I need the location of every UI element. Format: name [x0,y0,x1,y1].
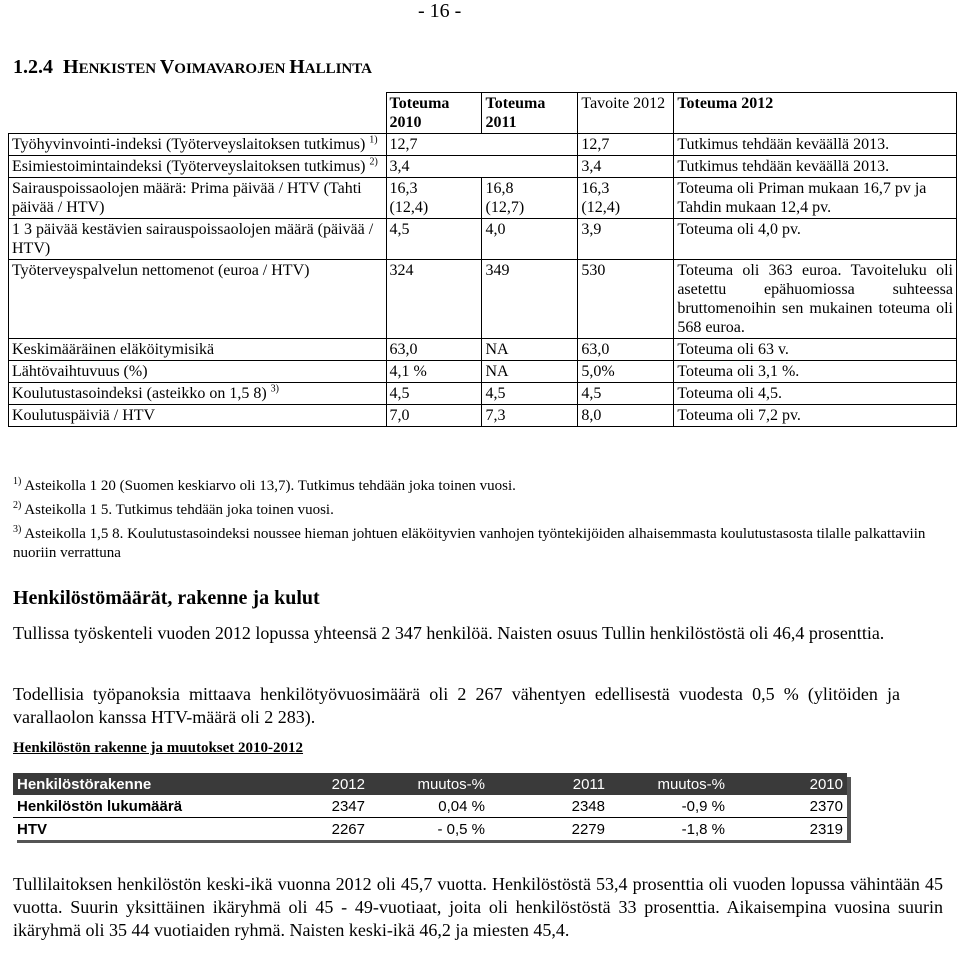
cell: -0,9 % [609,795,729,818]
row-label: Työhyvinvointi-indeksi (Työterveyslaitoksen tutkimus) $^{1)}$ [9,134,387,156]
personnel-paragraph-1: Tullissa työskenteli vuoden 2012 lopussa yhteensä 2 347 henkilöä. Naisten osuus Tullin henkilöstöstä oli 46,4 prosenttia. [13,623,885,643]
col-header: muutos-% [369,773,489,795]
cell: 2279 [571,820,605,838]
staff-table-wrap [13,773,847,840]
row-label: HTV [17,820,47,838]
cell-toteuma-2012: Tutkimus tehdään keväällä 2013. [674,156,957,178]
table-row [9,178,957,219]
table-row [9,339,957,361]
header-toteuma-2011: Toteuma 2011 [482,93,578,134]
cell-toteuma-2012: Toteuma oli 4,5. [674,383,957,405]
cell-2011: 4,0 [482,219,578,260]
cell-toteuma-2012: Toteuma oli 4,0 pv. [674,219,957,260]
col-header: 2010 [729,773,847,795]
table-header-row [9,93,957,134]
col-header: 2011 [489,773,609,795]
staff-table [13,773,847,840]
row-label: Työterveyspalvelun nettomenot (euroa / HTV) [9,260,387,339]
cell-2010: 324 [386,260,482,339]
cell-toteuma-2012: Tutkimus tehdään keväällä 2013. [674,134,957,156]
cell: 2319 [809,820,843,838]
table-row [13,795,847,818]
cell: -1,8 % [681,820,725,838]
personnel-paragraph-2: Todellisia työpanoksia mittaava henkilötyövuosimäärä oli 2 267 vähentyen edellisestä vuodesta 0,5 % (ylitöiden ja varallaolon kanssa HTV-määrä oli 2 283). [13,684,900,727]
cell-merged: 3,4 [386,156,578,178]
page-number: - 16 - [418,0,462,22]
col-header: muutos-% [609,773,729,795]
row-label: Koulutuspäiviä / HTV [9,405,387,427]
footnote-ref: 3) [270,383,279,395]
section-heading [13,56,372,79]
cell-2010: 4,1 % [386,361,482,383]
row-label: 1 3 päivää kestävien sairauspoissaolojen määrä (päivää / HTV) [9,219,387,260]
cell-tavoite: 3,4 [578,156,674,178]
personnel-heading: Henkilöstömäärät, rakenne ja kulut [13,587,320,609]
cell-tavoite: 5,0% [578,361,674,383]
table-row [9,361,957,383]
cell-2010: 16,3 (12,4) [386,178,482,219]
cell-2010: 63,0 [386,339,482,361]
heading-part: H [289,56,305,78]
header-toteuma-2012: Toteuma 2012 [674,93,957,134]
heading-part: OIMAVAROJEN [174,61,290,77]
table-caption: Henkilöstön rakenne ja muutokset 2010-2012 [13,740,304,756]
cell-tavoite: 4,5 [578,383,674,405]
cell-tavoite: 63,0 [578,339,674,361]
cell: 2347 [243,795,369,818]
cell-2010: 4,5 [386,219,482,260]
cell-toteuma-2012: Toteuma oli 363 euroa. Tavoiteluku oli asetettu epähuomiossa suhteessa bruttomenoihin sen mukainen toteuma oli 568 euroa. [674,260,957,339]
table-row [9,219,957,260]
cell-tavoite: 8,0 [578,405,674,427]
staff-table-header [13,773,847,795]
cell-merged: 12,7 [386,134,578,156]
footnote-3: $^{3)}$ Asteikolla 1,5 8. Koulutustasoindeksi noussee hieman johtuen eläköityvien vanhojen työntekijöiden alhaisemmasta koulutustasosta tilalle palkattaviin nuoriin verrattuna [13,524,926,561]
cell-2011: 4,5 [482,383,578,405]
section-number: 1.2.4 [13,56,53,78]
cell-tavoite: 16,3 (12,4) [578,178,674,219]
heading-part: H [63,56,79,78]
cell-2011: 16,8 (12,7) [482,178,578,219]
row-label: Lähtövaihtuvuus (%) [9,361,387,383]
cell-toteuma-2012: Toteuma oli Priman mukaan 16,7 pv ja Tahdin mukaan 12,4 pv. [674,178,957,219]
footnote-2: $^{2)}$ Asteikolla 1 5. Tutkimus tehdään joka toinen vuosi. [13,500,334,518]
heading-part: ENKISTEN [78,61,160,77]
cell-tavoite: 3,9 [578,219,674,260]
cell-toteuma-2012: Toteuma oli 63 v. [674,339,957,361]
row-label: Sairauspoissaolojen määrä: Prima päivää / HTV (Tahti päivää / HTV) [9,178,387,219]
footnote-1: $^{1)}$ Asteikolla 1 20 (Suomen keskiarvo oli 13,7). Tutkimus tehdään joka toinen vuosi. [13,476,516,494]
row-label: Keskimääräinen eläköitymisikä [9,339,387,361]
row-label: Koulutustasoindeksi (asteikko on 1,5 8) $^{3)}$ [9,383,387,405]
row-label: Henkilöstön lukumäärä [13,795,243,818]
cell: 2370 [729,795,847,818]
header-empty-cell [9,93,387,134]
heading-part: V [159,56,175,78]
cell-2011: NA [482,339,578,361]
header-toteuma-2010: Toteuma 2010 [386,93,482,134]
personnel-paragraph-3: Tullilaitoksen henkilöstön keski-ikä vuonna 2012 oli 45,7 vuotta. Henkilöstöstä 53,4 prosenttia oli vuoden lopussa vähintään 45 vuotta. Suurin yksittäinen ikäryhmä oli 45 - 49-vuotiaat, joita oli henkilöstöstä 33 prosenttia. Aikaisempina vuosina suurin ikäryhmä oli 35 44 vuotiaiden ryhmä. Naisten keski-ikä 46,2 ja miesten 45,4. [13,874,943,940]
cell-2010: 4,5 [386,383,482,405]
cell-tavoite: 530 [578,260,674,339]
header-tavoite-2012: Tavoite 2012 [578,93,674,134]
table-row [9,156,957,178]
cell-2011: NA [482,361,578,383]
cell: 0,04 % [369,795,489,818]
table-row [9,260,957,339]
cell: 2267 [331,820,365,838]
col-header: Henkilöstörakenne [13,773,243,795]
table-row [13,818,847,841]
indicator-table [8,92,957,427]
footnote-ref: 1) [369,134,378,146]
cell-2011: 7,3 [482,405,578,427]
cell-2011: 349 [482,260,578,339]
table-row [9,134,957,156]
cell: - 0,5 % [437,820,485,838]
cell-2010: 7,0 [386,405,482,427]
table-row [9,405,957,427]
col-header: 2012 [243,773,369,795]
row-label: Esimiestoimintaindeksi (Työterveyslaitoksen tutkimus) $^{2)}$ [9,156,387,178]
cell-tavoite: 12,7 [578,134,674,156]
cell-toteuma-2012: Toteuma oli 7,2 pv. [674,405,957,427]
footnote-ref: 2) [369,156,378,168]
heading-part: ALLINTA [304,61,372,77]
cell: 2348 [489,795,609,818]
table-row [9,383,957,405]
cell-toteuma-2012: Toteuma oli 3,1 %. [674,361,957,383]
footnotes [13,472,953,563]
